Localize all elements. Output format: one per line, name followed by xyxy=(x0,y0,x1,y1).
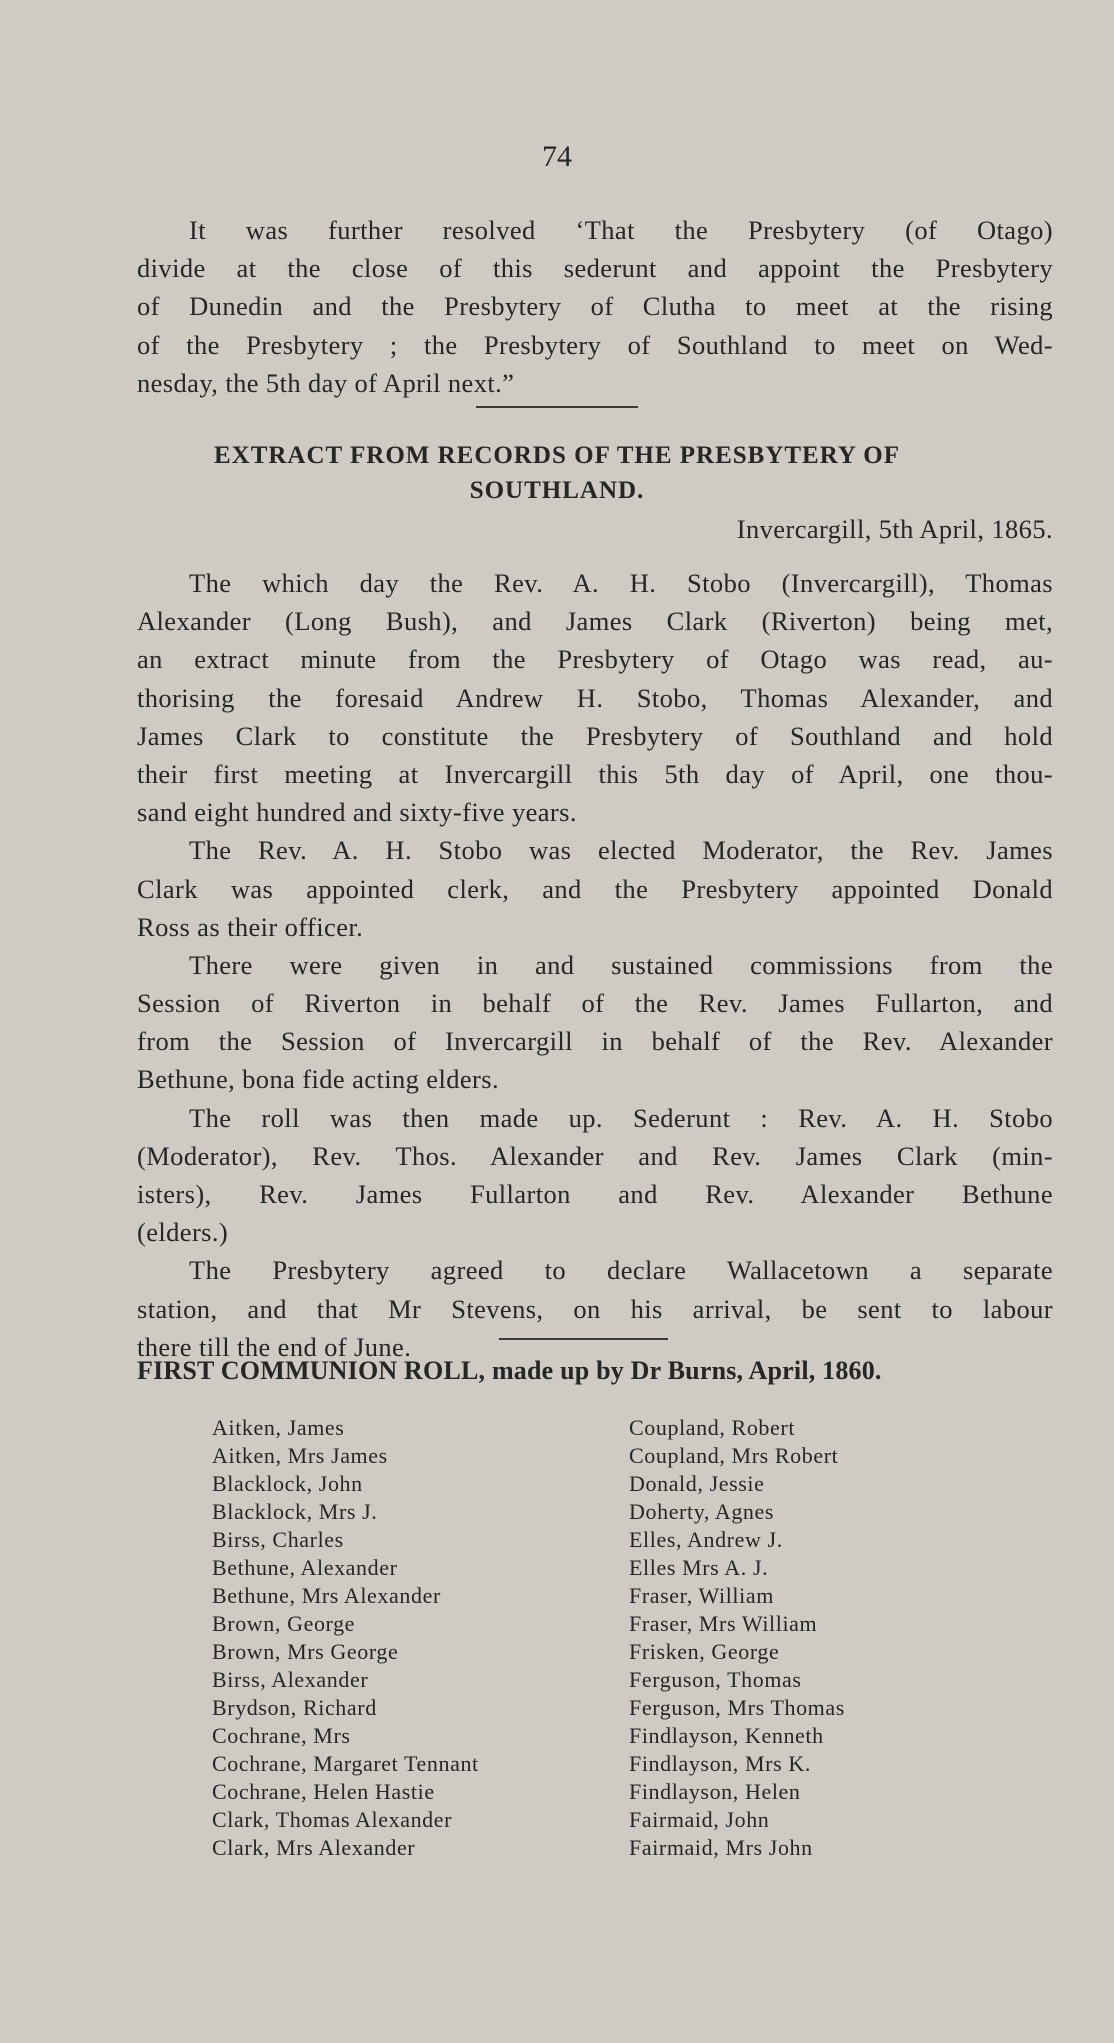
extract-heading-line2: SOUTHLAND. xyxy=(469,477,645,504)
divider xyxy=(499,1338,668,1340)
roll-entry: Clark, Thomas Alexander xyxy=(212,1807,453,1832)
extract-heading-line1: EXTRACT FROM RECORDS OF THE PRESBYTERY OF xyxy=(213,442,901,469)
text-line: (Moderator), Rev. Thos. Alexander and Rev. James Clark (min- xyxy=(137,1140,1053,1171)
text-line: Clark was appointed clerk, and the Presbytery appointed Donald xyxy=(137,873,1053,904)
roll-entry: Cochrane, Helen Hastie xyxy=(212,1779,435,1804)
text-line: The roll was then made up. Sederunt : Rev. A. H. Stobo xyxy=(189,1102,1053,1133)
text-line: divide at the close of this sederunt and appoint the Presbytery xyxy=(137,253,1053,284)
roll-entry: Donald, Jessie xyxy=(629,1471,765,1496)
text-line: their first meeting at Invercargill this 5th day of April, one thou- xyxy=(137,758,1053,789)
roll-entry: Blacklock, Mrs J. xyxy=(212,1499,378,1524)
roll-entry: Frisken, George xyxy=(629,1639,780,1664)
text-line: there till the end of June. xyxy=(137,1331,412,1362)
text-line: isters), Rev. James Fullarton and Rev. Alexander Bethune xyxy=(137,1179,1053,1209)
roll-entry: Findlayson, Kenneth xyxy=(629,1723,824,1748)
page-number: 74 xyxy=(542,140,572,173)
text-line: (elders.) xyxy=(137,1217,229,1248)
roll-entry: Fairmaid, Mrs John xyxy=(629,1835,813,1860)
paragraph xyxy=(137,1099,1053,1252)
text-line: The Presbytery agreed to declare Wallacetown a separate xyxy=(189,1255,1053,1286)
text-line: of the Presbytery ; the Presbytery of Southland to meet on Wed- xyxy=(137,329,1053,360)
roll-title: FIRST COMMUNION ROLL, made up by Dr Burns, April, 1860. xyxy=(137,1356,882,1385)
text-line: Session of Riverton in behalf of the Rev. James Fullarton, and xyxy=(137,988,1053,1019)
roll-entry: Aitken, James xyxy=(212,1415,345,1440)
roll-column-right xyxy=(629,1414,845,1862)
paragraph xyxy=(137,831,1053,946)
extract-body xyxy=(137,564,1053,1366)
text-line: sand eight hundred and sixty-five years. xyxy=(137,797,577,828)
roll-entry: Blacklock, John xyxy=(212,1471,363,1496)
paragraph xyxy=(137,564,1053,831)
text-line: Alexander (Long Bush), and James Clark (Riverton) being met, xyxy=(137,606,1053,637)
roll-entry: Ferguson, Thomas xyxy=(629,1667,802,1692)
roll-entry: Birss, Alexander xyxy=(212,1667,369,1692)
text-line: thorising the foresaid Andrew H. Stobo, Thomas Alexander, and xyxy=(137,682,1053,713)
text-line: an extract minute from the Presbytery of Otago was read, au- xyxy=(137,644,1053,675)
roll-entry: Findlayson, Mrs K. xyxy=(629,1751,811,1776)
roll-entry: Doherty, Agnes xyxy=(629,1499,775,1524)
roll-column-left xyxy=(212,1414,479,1862)
roll-entry: Bethune, Alexander xyxy=(212,1555,398,1580)
paragraph xyxy=(137,946,1053,1099)
roll-entry: Clark, Mrs Alexander xyxy=(212,1835,416,1860)
roll-entry: Ferguson, Mrs Thomas xyxy=(629,1695,845,1720)
roll-entry: Aitken, Mrs James xyxy=(212,1443,388,1468)
place-date: Invercargill, 5th April, 1865. xyxy=(736,514,1053,544)
text-line: Ross as their officer. xyxy=(137,911,364,942)
roll-entry: Brown, Mrs George xyxy=(212,1639,399,1664)
text-line: of Dunedin and the Presbytery of Clutha to meet at the rising xyxy=(137,291,1053,322)
text-line: from the Session of Invercargill in behalf of the Rev. Alexander xyxy=(137,1026,1053,1057)
roll-entry: Fraser, William xyxy=(629,1583,774,1608)
roll-entry: Fairmaid, John xyxy=(629,1807,770,1832)
roll-entry: Bethune, Mrs Alexander xyxy=(212,1583,441,1608)
roll-entry: Elles, Andrew J. xyxy=(629,1527,783,1552)
roll-entry: Elles Mrs A. J. xyxy=(629,1555,769,1580)
roll-entry: Birss, Charles xyxy=(212,1527,344,1552)
roll-entry: Fraser, Mrs William xyxy=(629,1611,818,1636)
roll-entry: Findlayson, Helen xyxy=(629,1779,801,1804)
divider xyxy=(476,406,638,408)
text-line: nesday, the 5th day of April next.” xyxy=(137,367,515,398)
roll-entry: Coupland, Robert xyxy=(629,1415,796,1440)
text-line: The which day the Rev. A. H. Stobo (Invercargill), Thomas xyxy=(189,568,1053,598)
text-line: station, and that Mr Stevens, on his arrival, be sent to labour xyxy=(137,1293,1053,1324)
text-line: It was further resolved ‘That the Presbytery (of Otago) xyxy=(189,215,1053,245)
paragraph xyxy=(137,1251,1053,1366)
intro-paragraph xyxy=(137,211,1053,402)
roll-entry: Cochrane, Margaret Tennant xyxy=(212,1751,479,1776)
text-line: There were given in and sustained commissions from the xyxy=(189,949,1053,980)
roll-entry: Coupland, Mrs Robert xyxy=(629,1443,839,1468)
text-line: The Rev. A. H. Stobo was elected Moderator, the Rev. James xyxy=(189,835,1053,866)
roll-entry: Brown, George xyxy=(212,1611,356,1636)
roll-entry: Cochrane, Mrs xyxy=(212,1723,351,1748)
text-line: Bethune, bona fide acting elders. xyxy=(137,1064,499,1095)
roll-entry: Brydson, Richard xyxy=(212,1695,377,1720)
text-line: James Clark to constitute the Presbytery of Southland and hold xyxy=(137,720,1053,751)
